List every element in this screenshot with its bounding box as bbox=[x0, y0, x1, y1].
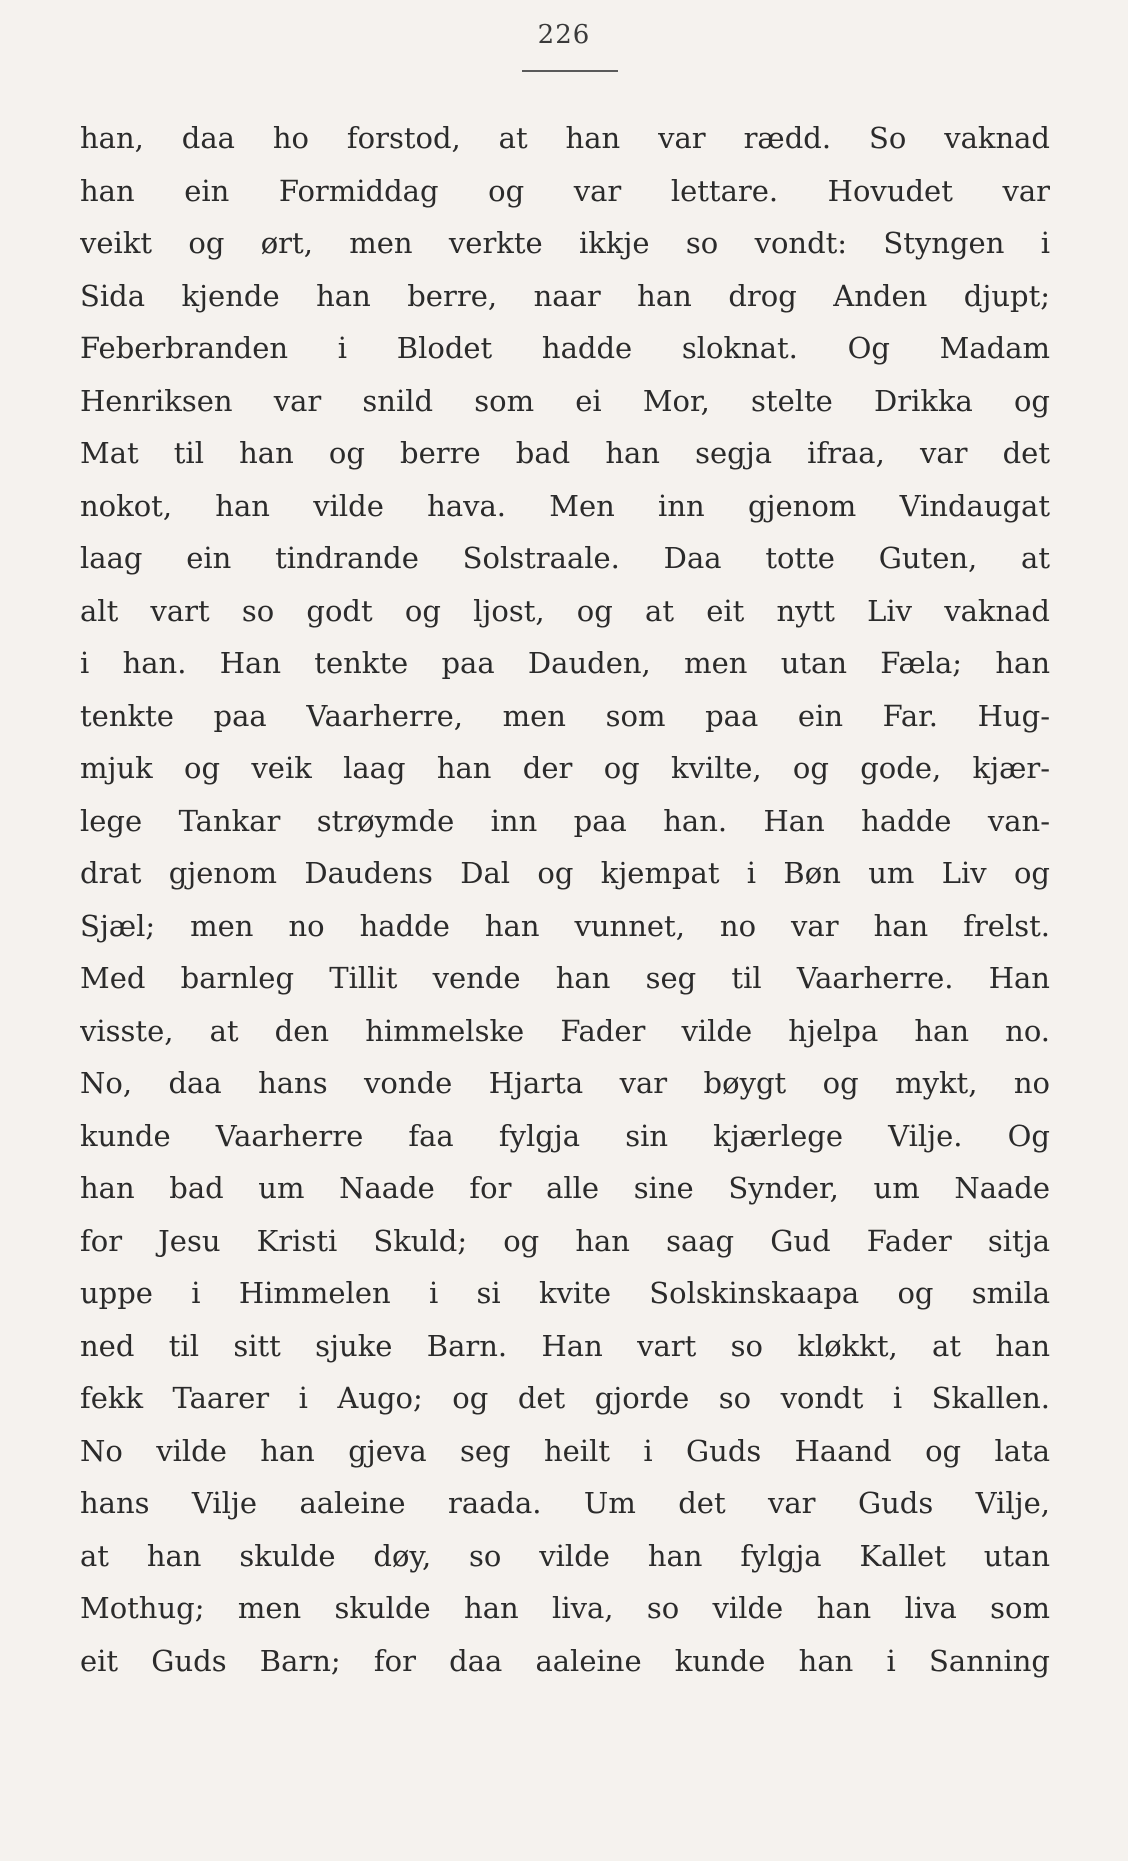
text-line: eit Guds Barn; for daa aaleine kunde han i Sanning bbox=[80, 1643, 1050, 1678]
text-line: han bad um Naade for alle sine Synder, um Naade bbox=[80, 1171, 1050, 1205]
page-number: 226 bbox=[537, 20, 591, 50]
text-line: ned til sitt sjuke Barn. Han vart so kløkkt, at han bbox=[80, 1328, 1050, 1363]
text-line: Mothug; men skulde han liva, so vilde han liva som bbox=[80, 1591, 1050, 1625]
text-line: No, daa hans vonde Hjarta var bøygt og mykt, no bbox=[80, 1066, 1050, 1100]
text-line: i han. Han tenkte paa Dauden, men utan Fæla; han bbox=[80, 646, 1050, 680]
text-line: Henriksen var snild som ei Mor, stelte Drikka og bbox=[80, 383, 1050, 418]
text-line: for Jesu Kristi Skuld; og han saag Gud Fader sitja bbox=[80, 1223, 1050, 1258]
text-line: fekk Taarer i Augo; og det gjorde so vondt i Skallen. bbox=[80, 1381, 1050, 1415]
text-line: mjuk og veik laag han der og kvilte, og gode, kjær- bbox=[80, 751, 1050, 785]
text-line: tenkte paa Vaarherre, men som paa ein Far. Hug- bbox=[80, 698, 1050, 733]
text-line: at han skulde døy, so vilde han fylgja Kallet utan bbox=[80, 1538, 1050, 1573]
text-line: han, daa ho forstod, at han var rædd. So vaknad bbox=[80, 121, 1050, 155]
text-line: Sjæl; men no hadde han vunnet, no var han frelst. bbox=[80, 908, 1050, 943]
text-line: Med barnleg Tillit vende han seg til Vaarherre. Han bbox=[80, 961, 1050, 995]
text-line: kunde Vaarherre faa fylgja sin kjærlege Vilje. Og bbox=[80, 1118, 1050, 1153]
text-line: lege Tankar strøymde inn paa han. Han hadde van- bbox=[80, 803, 1050, 838]
text-line: drat gjenom Daudens Dal og kjempat i Bøn um Liv og bbox=[80, 856, 1050, 890]
text-line: laag ein tindrande Solstraale. Daa totte Guten, at bbox=[80, 541, 1050, 575]
text-line: No vilde han gjeva seg heilt i Guds Haand og lata bbox=[80, 1433, 1050, 1468]
page-number-rule bbox=[522, 70, 618, 72]
text-line: Sida kjende han berre, naar han drog Anden djupt; bbox=[80, 278, 1050, 313]
text-line: Mat til han og berre bad han segja ifraa, var det bbox=[80, 436, 1050, 470]
text-line: uppe i Himmelen i si kvite Solskinskaapa og smila bbox=[80, 1276, 1050, 1310]
text-line: veikt og ørt, men verkte ikkje so vondt: Styngen i bbox=[80, 226, 1050, 260]
text-line: visste, at den himmelske Fader vilde hjelpa han no. bbox=[80, 1013, 1050, 1048]
body-text bbox=[80, 112, 1050, 1687]
text-line: alt vart so godt og ljost, og at eit nytt Liv vaknad bbox=[80, 593, 1050, 628]
text-line: han ein Formiddag og var lettare. Hovudet var bbox=[80, 173, 1050, 208]
text-line: nokot, han vilde hava. Men inn gjenom Vindaugat bbox=[80, 488, 1050, 523]
text-line: hans Vilje aaleine raada. Um det var Guds Vilje, bbox=[80, 1486, 1050, 1520]
text-line: Feberbranden i Blodet hadde sloknat. Og Madam bbox=[80, 331, 1050, 365]
